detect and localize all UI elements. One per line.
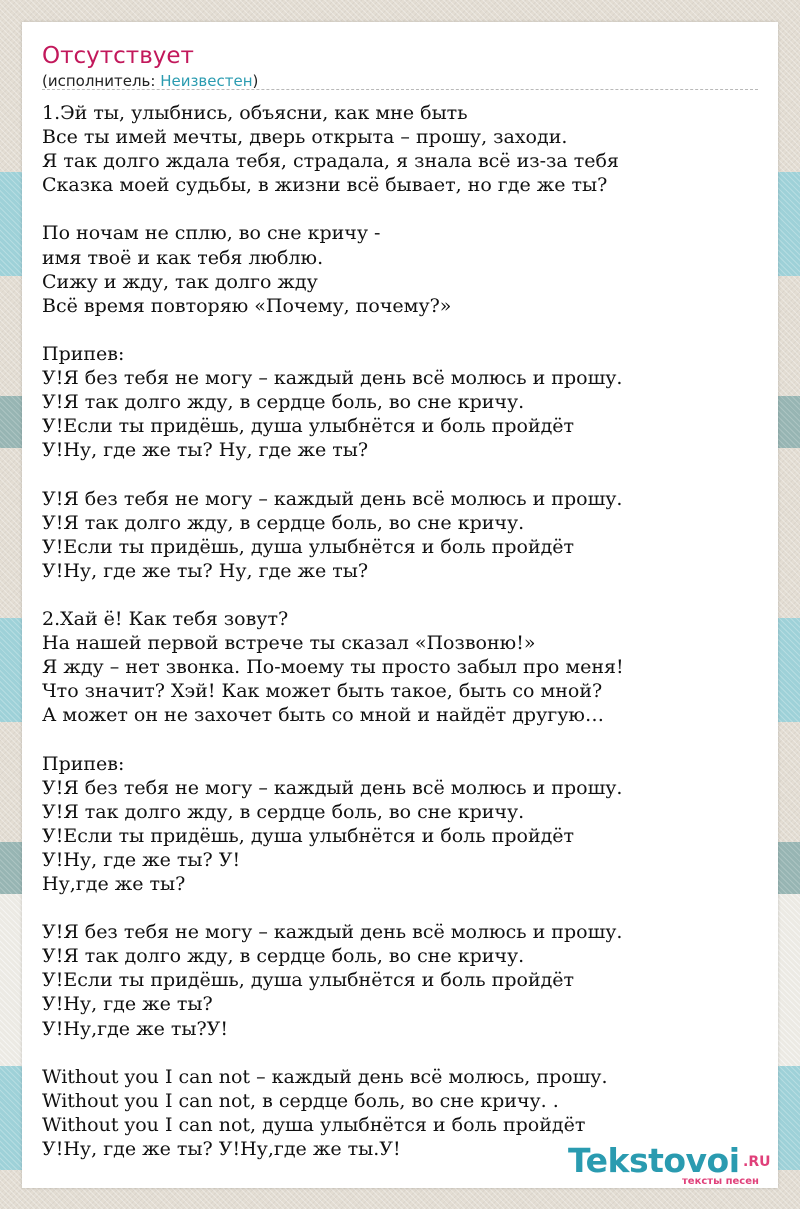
song-title: Отсутствует — [42, 43, 194, 69]
lyric-line — [42, 727, 758, 751]
lyric-line: У!Ну,где же ты?У! — [42, 1017, 229, 1040]
lyric-line: Припев: — [42, 342, 125, 365]
lyric-line: Without you I can not, в сердце боль, во сне кричу. . — [42, 1089, 559, 1112]
artist-suffix: ) — [252, 72, 259, 90]
lyric-line: Я жду – нет звонка. По-моему ты просто забыл про меня! — [42, 656, 624, 679]
lyric-line: У!Если ты придёшь, душа улыбнётся и боль пройдёт — [42, 824, 575, 847]
artist-line — [42, 71, 258, 91]
lyric-line: Сижу и жду, так долго жду — [42, 270, 318, 293]
lyric-line: А может он не захочет быть со мной и найдёт другую… — [42, 704, 604, 727]
lyric-line — [42, 462, 758, 486]
lyric-line: Without you I can not – каждый день всё молюсь, прошу. — [42, 1065, 608, 1088]
artist-prefix: (исполнитель: — [42, 72, 161, 90]
lyric-line — [42, 1041, 758, 1065]
divider — [42, 89, 758, 90]
lyric-line: По ночам не сплю, во сне кричу - — [42, 222, 381, 245]
lyric-line: У!Я без тебя не могу – каждый день всё молюсь и прошу. — [42, 921, 623, 944]
lyrics-card — [22, 22, 778, 1188]
lyric-line: На нашей первой встрече ты сказал «Позвоню!» — [42, 632, 536, 655]
lyric-line: У!Ну, где же ты? Ну, где же ты? — [42, 439, 369, 462]
lyric-line — [42, 896, 758, 920]
lyric-line: У!Ну, где же ты? У!Ну,где же ты.У! — [42, 1138, 401, 1161]
logo-tld: .RU — [743, 1154, 771, 1170]
lyric-line: Всё время повторяю «Почему, почему?» — [42, 294, 452, 317]
lyric-line: 1.Эй ты, улыбнись, объясни, как мне быть — [42, 102, 468, 124]
lyric-line: У!Я так долго жду, в сердце боль, во сне кричу. — [42, 511, 525, 534]
lyric-line: У!Если ты придёшь, душа улыбнётся и боль пройдёт — [42, 969, 575, 992]
lyric-line — [42, 583, 758, 607]
lyric-line: Ну,где же ты? — [42, 873, 186, 895]
lyric-line: Я так долго ждала тебя, страдала, я знала всё из-за тебя — [42, 150, 619, 173]
lyric-line: У!Я так долго жду, в сердце боль, во сне кричу. — [42, 945, 525, 968]
lyric-line: У!Ну, где же ты? У! — [42, 848, 241, 871]
lyric-line: У!Я без тебя не могу – каждый день всё молюсь и прошу. — [42, 487, 623, 510]
tekstovoi-logo[interactable] — [568, 1142, 778, 1186]
lyric-line: У!Я так долго жду, в сердце боль, во сне кричу. — [42, 391, 525, 414]
lyric-line: У!Я без тебя не могу – каждый день всё молюсь и прошу. — [42, 367, 623, 390]
lyric-line — [42, 318, 758, 342]
lyric-line: 2.Хай ё! Как тебя зовут? — [42, 607, 289, 630]
lyrics-text — [42, 101, 758, 1161]
lyric-line: Припев: — [42, 752, 125, 775]
lyric-line: Сказка моей судьбы, в жизни всё бывает, но где же ты? — [42, 174, 608, 197]
lyric-line: У!Ну, где же ты? Ну, где же ты? — [42, 559, 369, 582]
lyric-line: У!Я без тебя не могу – каждый день всё молюсь и прошу. — [42, 776, 623, 799]
lyric-line: Все ты имей мечты, дверь открыта – прошу, заходи. — [42, 126, 568, 149]
lyric-line: У!Я так долго жду, в сердце боль, во сне кричу. — [42, 800, 525, 823]
lyric-line: Что значит? Хэй! Как может быть такое, быть со мной? — [42, 680, 603, 703]
lyric-line: Without you I can not, душа улыбнётся и боль пройдёт — [42, 1113, 586, 1136]
lyric-line: У!Если ты придёшь, душа улыбнётся и боль пройдёт — [42, 415, 575, 438]
artist-link[interactable]: Неизвестен — [160, 72, 253, 90]
lyric-line — [42, 197, 758, 221]
lyric-line: У!Если ты придёшь, душа улыбнётся и боль пройдёт — [42, 535, 575, 558]
lyric-line: имя твоё и как тебя люблю. — [42, 246, 324, 269]
logo-tagline: тексты песен — [682, 1176, 759, 1187]
lyric-line: У!Ну, где же ты? — [42, 993, 213, 1016]
logo-name: Tekstovoi — [568, 1141, 740, 1180]
